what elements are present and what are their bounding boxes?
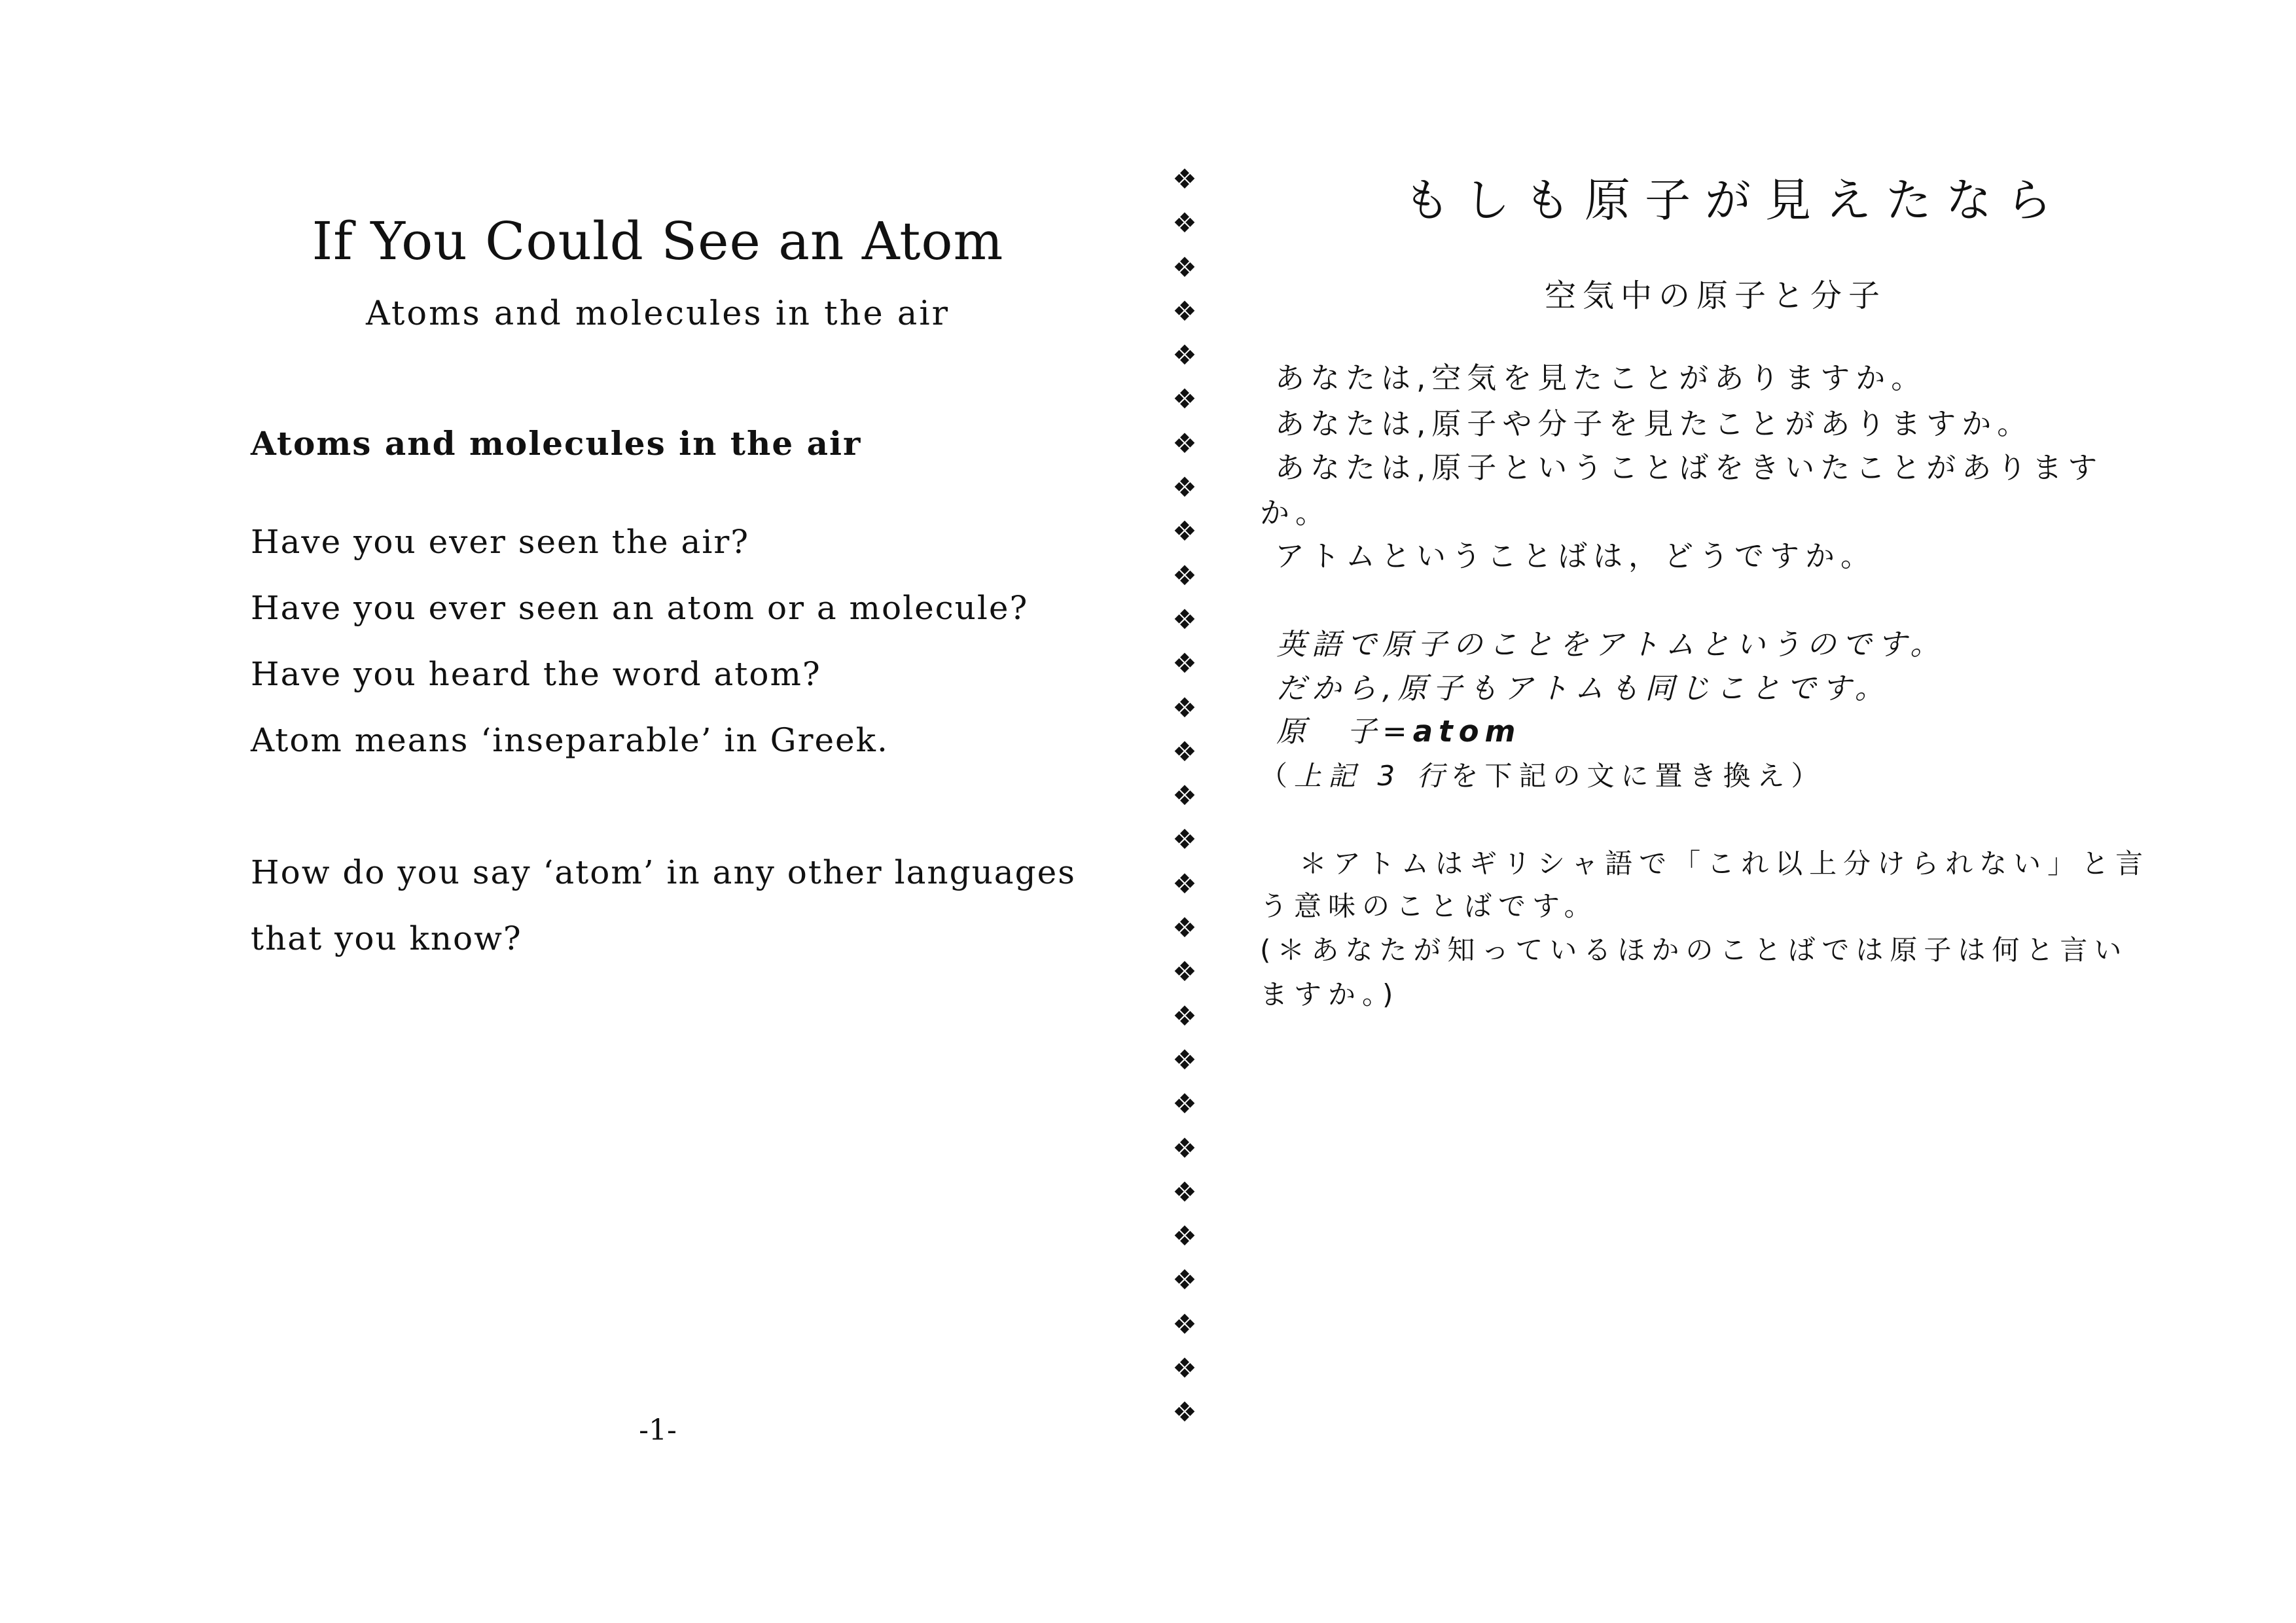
- diamond-ornament-icon: ❖: [1172, 1352, 1197, 1385]
- page-number: -1-: [639, 1414, 677, 1447]
- diamond-ornament-icon: ❖: [1172, 691, 1197, 724]
- diamond-ornament-icon: ❖: [1172, 999, 1197, 1032]
- diamond-ornament-icon: ❖: [1172, 1264, 1197, 1296]
- japanese-line: アトムということばは，どうですか。: [1275, 539, 1876, 573]
- japanese-subtitle: 空気中の原子と分子: [1545, 277, 1887, 314]
- diamond-ornament-icon: ❖: [1172, 559, 1197, 592]
- japanese-note-line: (＊あなたが知っているほかのことばでは原子は何と言い: [1260, 934, 2128, 966]
- ornament-divider: [1165, 157, 1204, 1435]
- japanese-line: あなたは,空気を見たことがありますか。: [1275, 361, 1927, 395]
- diamond-ornament-icon: ❖: [1172, 912, 1197, 944]
- diamond-ornament-icon: ❖: [1172, 955, 1197, 988]
- english-line: Have you heard the word atom?: [251, 655, 821, 693]
- english-line: Have you ever seen the air?: [251, 523, 750, 561]
- equation-prefix: 原 子=: [1276, 714, 1413, 749]
- japanese-line: あなたは,原子や分子を見たことがありますか。: [1275, 406, 2033, 441]
- diamond-ornament-icon: ❖: [1172, 1396, 1197, 1429]
- diamond-ornament-icon: ❖: [1172, 163, 1197, 195]
- diamond-ornament-icon: ❖: [1172, 427, 1197, 459]
- diamond-ornament-icon: ❖: [1172, 251, 1197, 283]
- english-section-heading: Atoms and molecules in the air: [251, 424, 862, 463]
- diamond-ornament-icon: ❖: [1172, 1220, 1197, 1253]
- english-line: Atom means ‘inseparable’ in Greek.: [251, 721, 889, 759]
- diamond-ornament-icon: ❖: [1172, 1175, 1197, 1208]
- japanese-line: あなたは,原子ということばをきいたことがあります: [1275, 450, 2104, 485]
- diamond-ornament-icon: ❖: [1172, 1043, 1197, 1076]
- english-subtitle: Atoms and molecules in the air: [365, 294, 950, 333]
- diamond-ornament-icon: ❖: [1172, 1308, 1197, 1340]
- japanese-title: もしも原子が見えたなら: [1404, 173, 2066, 227]
- replace-note-rest: を下記の文に置き換え）: [1450, 760, 1825, 792]
- diamond-ornament-icon: ❖: [1172, 735, 1197, 768]
- english-language-question-block: [251, 840, 1141, 972]
- japanese-italic-line: 英語で原子のことをアトムというのです。: [1276, 627, 1946, 662]
- diamond-ornament-icon: ❖: [1172, 515, 1197, 548]
- diamond-ornament-icon: ❖: [1172, 383, 1197, 416]
- japanese-italic-line: だから,原子もアトムも同じことです。: [1276, 671, 1890, 705]
- diamond-ornament-icon: ❖: [1172, 779, 1197, 812]
- diamond-ornament-icon: ❖: [1172, 339, 1197, 372]
- replace-note-open: （: [1260, 760, 1295, 792]
- english-line: that you know?: [251, 919, 522, 957]
- japanese-line: か。: [1260, 495, 1331, 530]
- replace-note: [1260, 757, 1825, 796]
- japanese-note-line: ＊アトムはギリシャ語で「これ以上分けられない」と言: [1299, 847, 2150, 880]
- replace-note-italic: 上記 3 行: [1294, 760, 1451, 792]
- atom-equation: [1276, 712, 1521, 751]
- japanese-note-line: ますか。): [1260, 978, 1400, 1010]
- diamond-ornament-icon: ❖: [1172, 823, 1197, 856]
- japanese-note-line: う意味のことばです。: [1260, 890, 1598, 922]
- english-line: Have you ever seen an atom or a molecule?: [251, 589, 1029, 627]
- equation-word: atom: [1412, 714, 1522, 749]
- diamond-ornament-icon: ❖: [1172, 1132, 1197, 1164]
- english-title: If You Could See an Atom: [312, 211, 1004, 272]
- diamond-ornament-icon: ❖: [1172, 207, 1197, 240]
- diamond-ornament-icon: ❖: [1172, 1088, 1197, 1120]
- diamond-ornament-icon: ❖: [1172, 647, 1197, 680]
- diamond-ornament-icon: ❖: [1172, 471, 1197, 504]
- english-line: How do you say ‘atom’ in any other languages: [251, 853, 1076, 891]
- english-question-block: [251, 509, 1141, 774]
- diamond-ornament-icon: ❖: [1172, 867, 1197, 900]
- diamond-ornament-icon: ❖: [1172, 603, 1197, 635]
- diamond-ornament-icon: ❖: [1172, 294, 1197, 327]
